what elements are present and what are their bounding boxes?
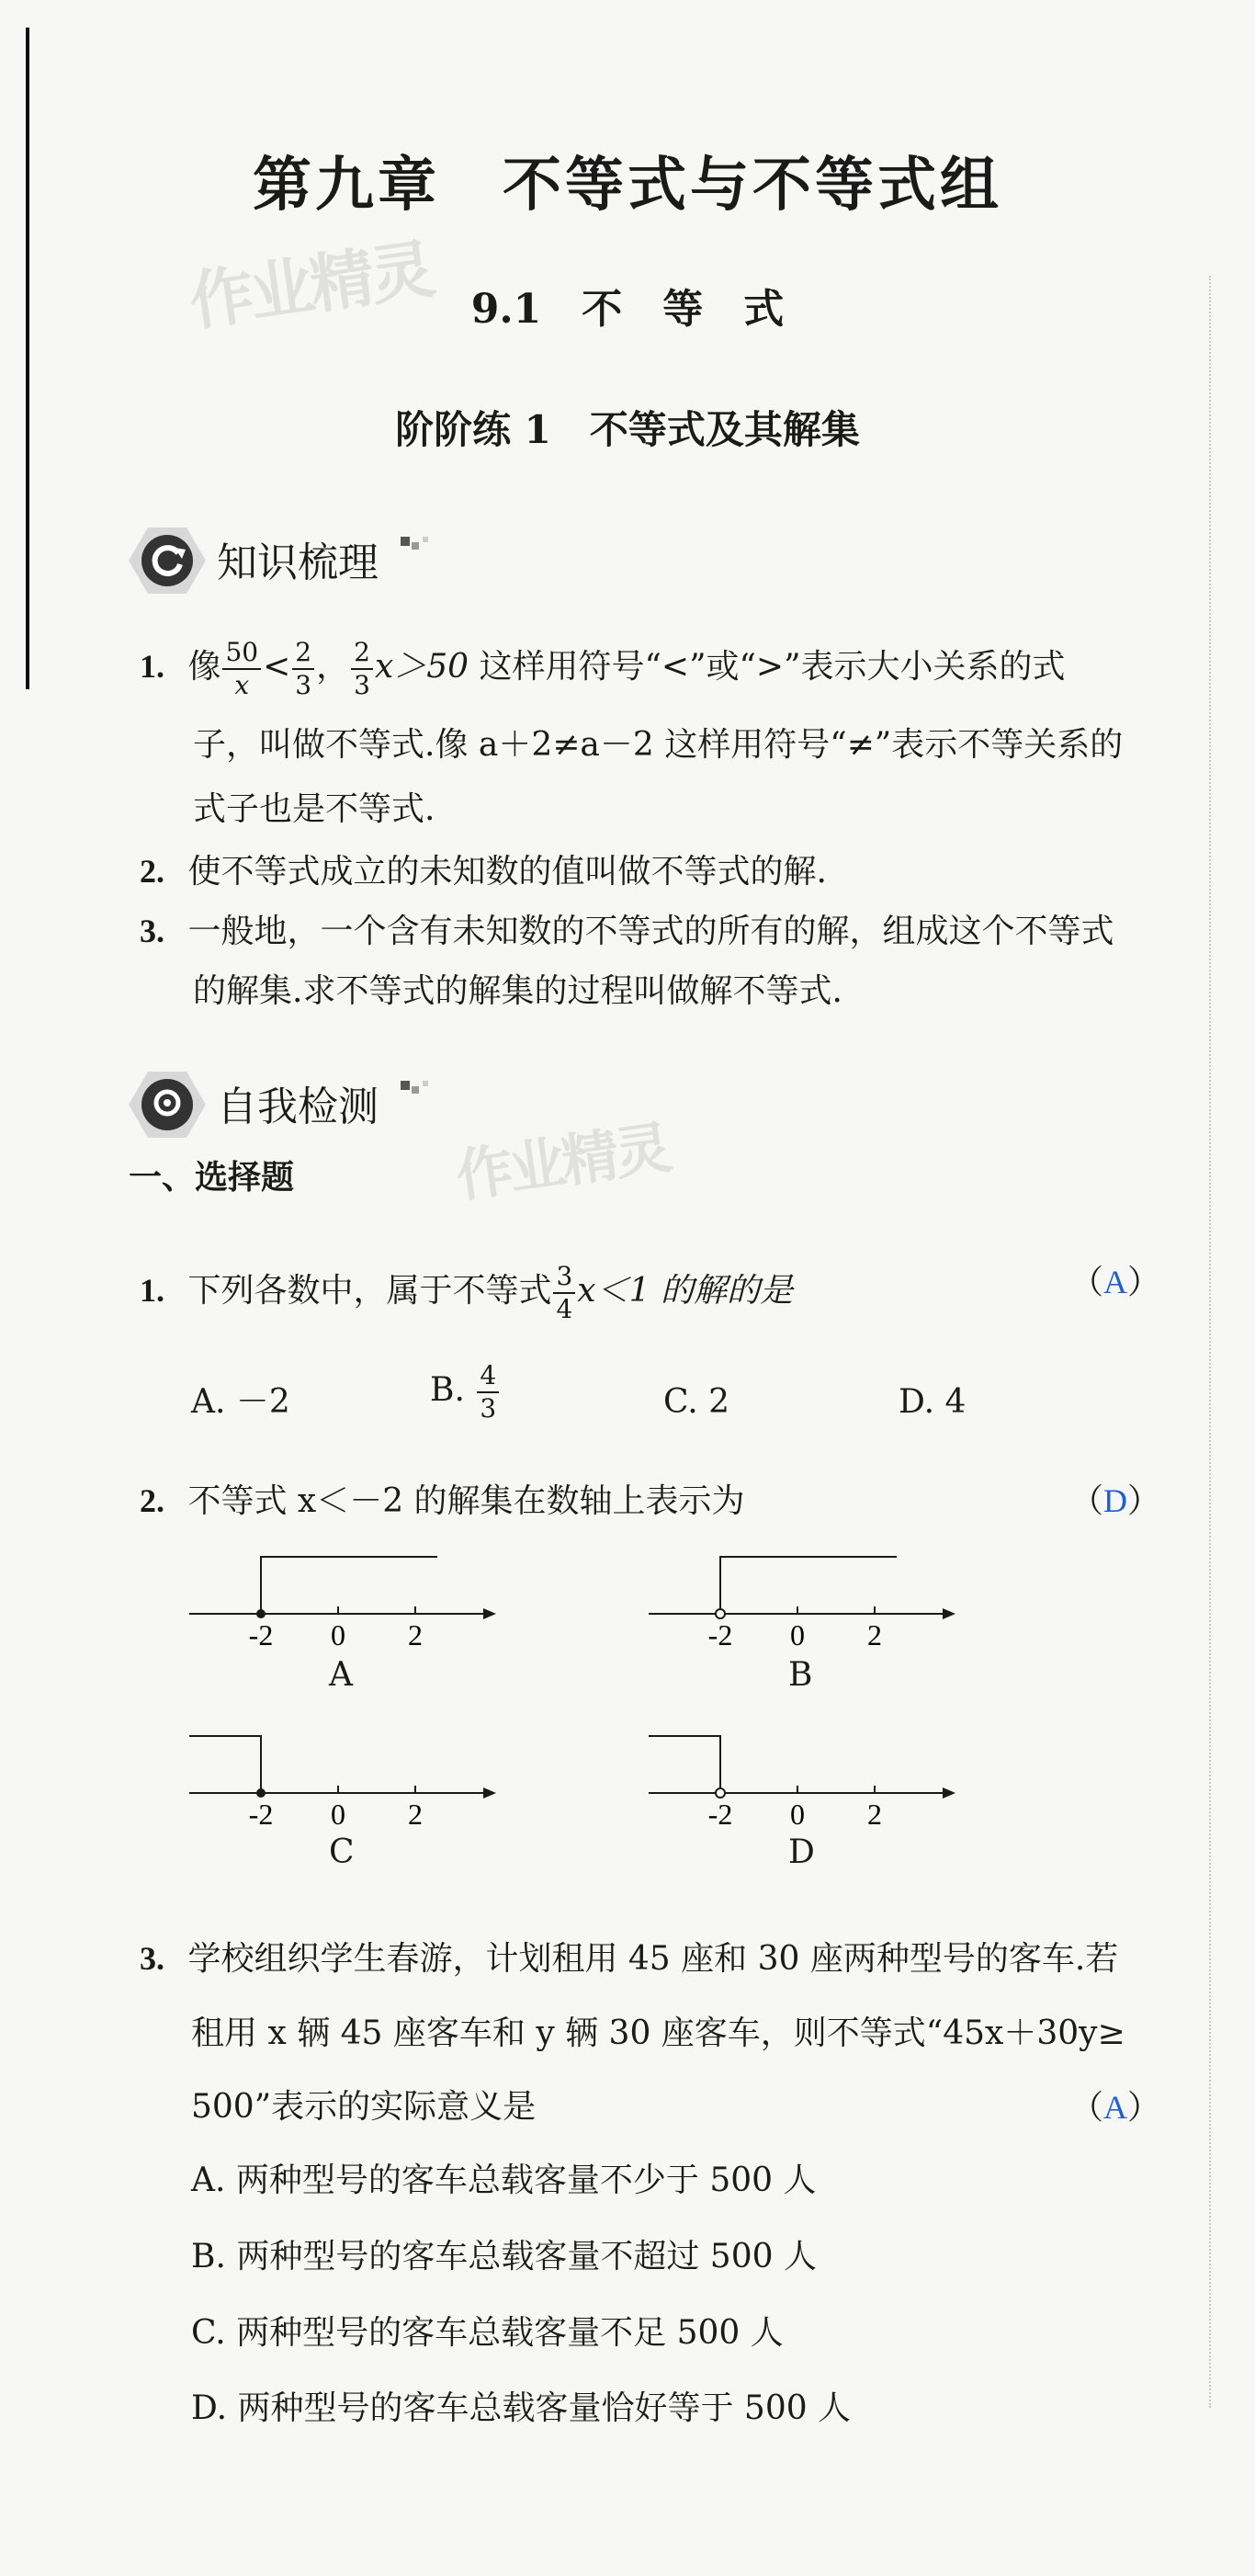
selfcheck-section-header xyxy=(129,1066,496,1143)
q1-option-b: B. $\frac{4}{3}$ xyxy=(430,1360,501,1424)
fraction: $\frac{4}{3}$ xyxy=(477,1360,499,1424)
q3-option-c: C. 两种型号的客车总载客量不足 500 人 xyxy=(191,2314,784,2352)
tick-label-neg: -2 xyxy=(707,1798,733,1831)
option-label-a: A xyxy=(329,1656,353,1694)
number-line-option-b xyxy=(643,1553,965,1654)
q1-option-a: A. －2 xyxy=(191,1383,290,1421)
selfcheck-heading: 自我检测 xyxy=(217,1084,379,1130)
q1-option-c: C. 2 xyxy=(663,1383,730,1421)
knowledge-item-2: 2. 使不等式成立的未知数的值叫做不等式的解. xyxy=(140,853,827,891)
fraction: $\frac{2}{3}$ xyxy=(292,637,314,701)
answer-bracket-2: （D） xyxy=(1070,1482,1161,1520)
decor-squares-icon xyxy=(401,1079,437,1101)
knowledge-heading: 知识梳理 xyxy=(217,539,379,586)
fraction: $\frac{3}{4}$ xyxy=(553,1261,575,1325)
answer-1: A xyxy=(1103,1264,1128,1300)
refresh-icon xyxy=(129,522,206,599)
question-2: 2. 不等式 x＜－2 的解集在数轴上表示为 xyxy=(140,1482,745,1520)
fraction: $\frac{2}{3}$ xyxy=(351,637,373,701)
tick-label-neg: -2 xyxy=(248,1798,274,1831)
tick-label-pos: 2 xyxy=(408,1798,423,1831)
tick-label-zero: 0 xyxy=(331,1798,345,1831)
open-point-icon xyxy=(716,1609,725,1618)
tick-label-pos: 2 xyxy=(867,1798,882,1831)
q1-option-d: D. 4 xyxy=(899,1383,967,1421)
knowledge-item-1-line2: 子，叫做不等式.像 a＋2≠a－2 这样用符号“≠”表示不等关系的 xyxy=(193,726,1124,764)
q3-option-a: A. 两种型号的客车总载客量不少于 500 人 xyxy=(191,2162,817,2199)
tick-label-pos: 2 xyxy=(867,1618,882,1651)
option-label-c: C xyxy=(329,1833,355,1871)
question-3-line2: 租用 x 辆 45 座客车和 y 辆 30 座客车，则不等式“45x＋30y≥ xyxy=(191,2014,1125,2052)
chapter-title: 第九章 不等式与不等式组 xyxy=(253,151,1002,220)
question-1: 1. 下列各数中，属于不等式 $\frac{3}{4}$ x＜1 的解的是 xyxy=(140,1261,793,1324)
tick-label-neg: -2 xyxy=(248,1618,274,1651)
tick-label-zero: 0 xyxy=(331,1618,345,1651)
number-line-option-c xyxy=(184,1732,505,1833)
knowledge-section-header xyxy=(129,522,496,599)
closed-point-icon xyxy=(256,1788,266,1798)
tick-label-pos: 2 xyxy=(408,1618,423,1651)
tick-label-neg: -2 xyxy=(707,1618,733,1651)
answer-3: A xyxy=(1103,2089,1128,2126)
tick-label-zero: 0 xyxy=(790,1798,805,1831)
head-gear-icon xyxy=(129,1066,206,1143)
knowledge-item-3: 3. 一般地，一个含有未知数的不等式的所有的解，组成这个不等式 xyxy=(140,913,1114,950)
decor-squares-icon xyxy=(401,535,437,557)
number-line-option-d xyxy=(643,1732,965,1833)
knowledge-item-1-line3: 式子也是不等式. xyxy=(193,790,435,828)
closed-point-icon xyxy=(256,1609,266,1618)
number-line-option-a xyxy=(184,1553,505,1654)
open-point-icon xyxy=(716,1788,725,1798)
question-3-line3: 500”表示的实际意义是 xyxy=(191,2088,537,2126)
answer-bracket-1: （A） xyxy=(1070,1264,1161,1301)
part-title: 一、选择题 xyxy=(129,1158,295,1197)
page-edge-rule xyxy=(26,28,29,689)
option-label-b: B xyxy=(788,1656,813,1694)
knowledge-item-1: 1. 像 $\frac{50}{x}$ < $\frac{2}{3}$ ， $\frac{2}{3}$ x＞50 这样用符号“<”或“>”表示大小关系的式 xyxy=(140,637,1066,700)
question-3: 3. 学校组织学生春游，计划租用 45 座和 30 座两种型号的客车.若 xyxy=(140,1940,1119,1978)
watermark: 作业精灵 xyxy=(185,230,436,340)
watermark: 作业精灵 xyxy=(451,1114,673,1210)
q3-option-b: B. 两种型号的客车总载客量不超过 500 人 xyxy=(191,2238,817,2275)
knowledge-item-3-line2: 的解集.求不等式的解集的过程叫做解不等式. xyxy=(193,972,842,1010)
tick-label-zero: 0 xyxy=(790,1618,805,1651)
answer-bracket-3: （A） xyxy=(1070,2089,1161,2127)
margin-dotted-rule xyxy=(1209,276,1211,2408)
option-label-d: D xyxy=(788,1833,815,1871)
section-title: 9.1 不 等 式 xyxy=(470,286,785,333)
q3-option-d: D. 两种型号的客车总载客量恰好等于 500 人 xyxy=(191,2389,852,2427)
lesson-title: 阶阶练 1 不等式及其解集 xyxy=(395,407,860,452)
answer-2: D xyxy=(1103,1482,1128,1519)
fraction: $\frac{50}{x}$ xyxy=(222,637,261,701)
